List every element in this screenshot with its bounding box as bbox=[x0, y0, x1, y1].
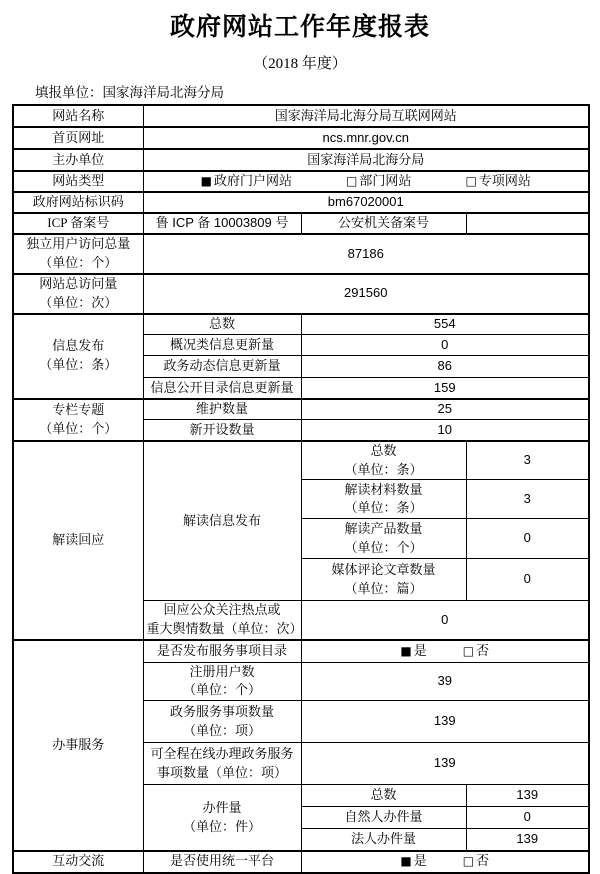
interpretation-product-label-text: 解读产品数量 bbox=[344, 521, 423, 537]
services-catalog-yesno-row bbox=[305, 642, 586, 661]
interpretation-material-label bbox=[301, 480, 466, 519]
report-table bbox=[12, 104, 590, 874]
interpretation-product-value: 0 bbox=[466, 519, 589, 559]
total-visits-label bbox=[13, 274, 143, 314]
services-catalog-no bbox=[463, 642, 489, 661]
interaction-platform-yes bbox=[400, 852, 426, 871]
interpretation-media-unit: （单位：篇） bbox=[344, 580, 423, 596]
online-items-label-line1: 可全程在线办理政务服务 bbox=[150, 745, 294, 761]
interaction-section-label: 互动交流 bbox=[13, 851, 143, 873]
total-visits-label-text: 网站总访问量 bbox=[39, 276, 118, 291]
total-visits-value: 291560 bbox=[143, 274, 589, 314]
site-type-label: 网站类型 bbox=[13, 171, 143, 192]
registered-users-label-text: 注册用户数 bbox=[189, 663, 255, 679]
organizer-value: 国家海洋局北海分局 bbox=[143, 149, 589, 171]
interaction-platform-no bbox=[463, 852, 489, 871]
home-url-value: ncs.mnr.gov.cn bbox=[143, 127, 589, 149]
info-release-total-value: 554 bbox=[301, 314, 589, 335]
police-record-value bbox=[466, 213, 589, 234]
transactions-natural-label: 自然人办件量 bbox=[301, 807, 466, 829]
registered-users-value: 39 bbox=[301, 662, 589, 701]
interpretation-media-value: 0 bbox=[466, 559, 589, 601]
services-catalog-yes bbox=[400, 642, 426, 661]
info-release-catalog-value: 159 bbox=[301, 378, 589, 399]
special-columns-new-value: 10 bbox=[301, 420, 589, 441]
online-items-label bbox=[143, 743, 301, 785]
hotspot-response-label-line1: 回应公众关注热点或 bbox=[163, 602, 281, 618]
icp-label: ICP 备案号 bbox=[13, 213, 143, 234]
info-release-overview-value: 0 bbox=[301, 335, 589, 356]
site-name-label: 网站名称 bbox=[13, 105, 143, 127]
interaction-platform-no-label: 否 bbox=[476, 853, 490, 869]
home-url-label: 首页网址 bbox=[13, 127, 143, 149]
info-release-dynamic-label: 政务动态信息更新量 bbox=[143, 356, 301, 378]
interpretation-product-unit: （单位：个） bbox=[344, 539, 423, 555]
registered-users-unit: （单位：个） bbox=[182, 682, 261, 698]
reporting-unit-prefix: 填报单位： bbox=[35, 85, 103, 100]
reporting-unit bbox=[35, 84, 600, 102]
site-type-options-row bbox=[147, 172, 586, 191]
transactions-total-label: 总数 bbox=[301, 785, 466, 807]
site-type-option-gov-portal-label: 政府门户网站 bbox=[213, 173, 292, 189]
interpretation-release-label: 解读信息发布 bbox=[143, 441, 301, 601]
transactions-label bbox=[143, 785, 301, 851]
service-items-label-text: 政务服务事项数量 bbox=[169, 703, 274, 719]
checkbox-unchecked-icon: □ bbox=[462, 854, 475, 869]
info-release-label-text: 信息发布 bbox=[52, 338, 105, 354]
services-catalog-label: 是否发布服务事项目录 bbox=[143, 640, 301, 662]
unique-visitors-value: 87186 bbox=[143, 234, 589, 274]
site-code-value: bm67020001 bbox=[143, 192, 589, 213]
site-code-label: 政府网站标识码 bbox=[13, 192, 143, 213]
hotspot-response-label-line2: 重大舆情数量（单位：次） bbox=[146, 621, 303, 637]
services-catalog-no-label: 否 bbox=[476, 642, 490, 658]
reporting-unit-name: 国家海洋局北海分局 bbox=[102, 85, 224, 100]
site-name-value: 国家海洋局北海分局互联网网站 bbox=[143, 105, 589, 127]
transactions-legal-label: 法人办件量 bbox=[301, 829, 466, 851]
transactions-label-text: 办件量 bbox=[202, 799, 242, 815]
special-columns-maintained-label: 维护数量 bbox=[143, 399, 301, 420]
checkbox-checked-icon: ■ bbox=[200, 174, 212, 189]
interpretation-product-label bbox=[301, 519, 466, 559]
checkbox-checked-icon: ■ bbox=[400, 643, 412, 658]
site-type-option-department bbox=[346, 172, 411, 191]
interpretation-media-label-text: 媒体评论文章数量 bbox=[331, 562, 436, 578]
interaction-platform-yes-label: 是 bbox=[413, 853, 427, 869]
checkbox-unchecked-icon: □ bbox=[462, 643, 475, 658]
special-columns-unit: （单位：个） bbox=[39, 420, 118, 436]
interpretation-material-unit: （单位：条） bbox=[344, 500, 423, 516]
interpretation-total-unit: （单位：条） bbox=[344, 461, 423, 477]
interpretation-media-label bbox=[301, 559, 466, 601]
transactions-legal-value: 139 bbox=[466, 829, 589, 851]
total-visits-unit: （单位：次） bbox=[39, 294, 118, 310]
info-release-catalog-label: 信息公开目录信息更新量 bbox=[143, 378, 301, 399]
interpretation-section-label: 解读回应 bbox=[13, 441, 143, 640]
interaction-platform-yesno bbox=[301, 851, 589, 873]
info-release-unit: （单位：条） bbox=[39, 357, 118, 373]
registered-users-label bbox=[143, 662, 301, 701]
special-columns-section-label bbox=[13, 399, 143, 441]
service-items-value: 139 bbox=[301, 701, 589, 743]
service-items-label bbox=[143, 701, 301, 743]
site-type-option-gov-portal bbox=[201, 172, 292, 191]
site-type-option-special bbox=[466, 172, 531, 191]
unique-visitors-label-text: 独立用户访问总量 bbox=[26, 236, 131, 252]
special-columns-new-label: 新开设数量 bbox=[143, 420, 301, 441]
services-catalog-yes-label: 是 bbox=[413, 642, 427, 658]
online-items-value: 139 bbox=[301, 743, 589, 785]
interpretation-total-label bbox=[301, 441, 466, 480]
organizer-label: 主办单位 bbox=[13, 149, 143, 171]
transactions-natural-value: 0 bbox=[466, 807, 589, 829]
site-type-option-special-label: 专项网站 bbox=[478, 173, 531, 189]
interpretation-total-value: 3 bbox=[466, 441, 589, 480]
interpretation-material-label-text: 解读材料数量 bbox=[344, 481, 423, 497]
site-type-options bbox=[143, 171, 589, 192]
interpretation-material-value: 3 bbox=[466, 480, 589, 519]
services-catalog-yesno bbox=[301, 640, 589, 662]
interaction-platform-label: 是否使用统一平台 bbox=[143, 851, 301, 873]
interpretation-total-label-text: 总数 bbox=[370, 442, 397, 458]
report-year: （2018 年度） bbox=[253, 56, 347, 72]
interaction-platform-yesno-row bbox=[305, 852, 586, 871]
transactions-unit: （单位：件） bbox=[182, 818, 261, 834]
special-columns-label-text: 专栏专题 bbox=[52, 401, 105, 417]
info-release-dynamic-value: 86 bbox=[301, 356, 589, 378]
transactions-total-value: 139 bbox=[466, 785, 589, 807]
service-items-unit: （单位：项） bbox=[182, 722, 261, 738]
icp-value: 鲁 ICP 备 10003809 号 bbox=[143, 213, 301, 234]
info-release-overview-label: 概况类信息更新量 bbox=[143, 335, 301, 356]
checkbox-unchecked-icon: □ bbox=[346, 174, 358, 189]
info-release-total-label: 总数 bbox=[143, 314, 301, 335]
police-record-label: 公安机关备案号 bbox=[301, 213, 466, 234]
online-items-label-line2: 事项数量（单位：项） bbox=[156, 764, 287, 780]
hotspot-response-label bbox=[143, 601, 301, 640]
services-section-label: 办事服务 bbox=[13, 640, 143, 851]
special-columns-maintained-value: 25 bbox=[301, 399, 589, 420]
info-release-section-label bbox=[13, 314, 143, 399]
checkbox-checked-icon: ■ bbox=[400, 854, 412, 869]
page-title: 政府网站工作年度报表 bbox=[169, 14, 430, 41]
hotspot-response-value: 0 bbox=[301, 601, 589, 640]
site-type-option-department-label: 部门网站 bbox=[359, 173, 412, 189]
checkbox-unchecked-icon: □ bbox=[465, 174, 477, 189]
unique-visitors-label bbox=[13, 234, 143, 274]
unique-visitors-unit: （单位：个） bbox=[39, 255, 118, 270]
